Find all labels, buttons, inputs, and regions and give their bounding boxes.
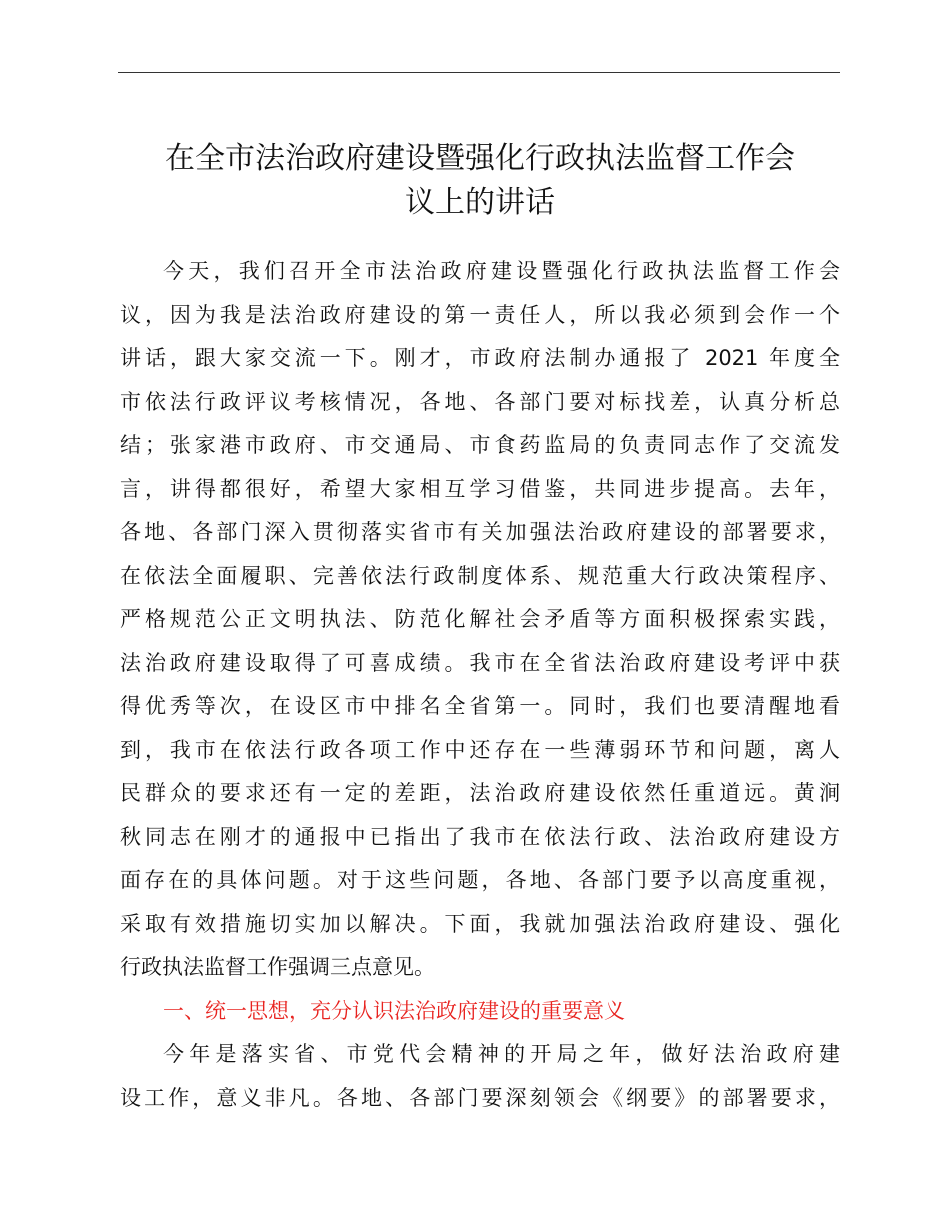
text-line: 严格规范公正文明执法、防范化解社会矛盾等方面积极探索实践， [120, 607, 840, 631]
text-line: 得优秀等次，在设区市中排名全省第一。同时，我们也要清醒地看 [120, 694, 840, 718]
text-line: 市依法行政评议考核情况，各地、各部门要对标找差，认真分析总 [120, 389, 840, 414]
text-line: 在依法全面履职、完善依法行政制度体系、规范重大行政决策程序、 [120, 563, 840, 588]
text-line: 民群众的要求还有一定的差距，法治政府建设依然任重道远。黄涧 [120, 781, 840, 805]
text-line: 今年是落实省、市党代会精神的开局之年，做好法治政府建 [163, 1042, 840, 1066]
document-body [120, 250, 840, 1120]
text-line: 各地、各部门深入贯彻落实省市有关加强法治政府建设的部署要求， [120, 520, 840, 544]
paragraph-intro [120, 250, 840, 990]
title-line: 议上的讲话 [405, 184, 555, 220]
header-rule [118, 72, 840, 73]
paragraph-section1 [120, 1033, 840, 1120]
text-line: 采取有效措施切实加以解决。下面，我就加强法治政府建设、强化 [120, 911, 840, 936]
text-line: 言，讲得都很好，希望大家相互学习借鉴，共同进步提高。去年， [120, 476, 840, 501]
text-line: 法治政府建设取得了可喜成绩。我市在全省法治政府建设考评中获 [120, 650, 840, 675]
document-title [110, 134, 850, 221]
text-line: 秋同志在刚才的通报中已指出了我市在依法行政、法治政府建设方 [120, 824, 840, 849]
text-line: 设工作，意义非凡。各地、各部门要深刻领会《纲要》的部署要求， [120, 1085, 840, 1110]
text-line: 讲话，跟大家交流一下。刚才，市政府法制办通报了 2021 年度全 [120, 346, 840, 370]
section-heading: 一、统一思想，充分认识法治政府建设的重要意义 [163, 998, 625, 1023]
text-line: 到，我市在依法行政各项工作中还存在一些薄弱环节和问题，离人 [120, 737, 840, 762]
text-line: 结；张家港市政府、市交通局、市食药监局的负责同志作了交流发 [120, 433, 840, 457]
text-line: 行政执法监督工作强调三点意见。 [120, 955, 435, 979]
text-line: 议，因为我是法治政府建设的第一责任人，所以我必须到会作一个 [120, 302, 840, 327]
text-line: 今天，我们召开全市法治政府建设暨强化行政执法监督工作会 [163, 259, 840, 283]
title-line: 在全市法治政府建设暨强化行政执法监督工作会 [165, 141, 795, 176]
text-line: 面存在的具体问题。对于这些问题，各地、各部门要予以高度重视， [120, 868, 840, 892]
